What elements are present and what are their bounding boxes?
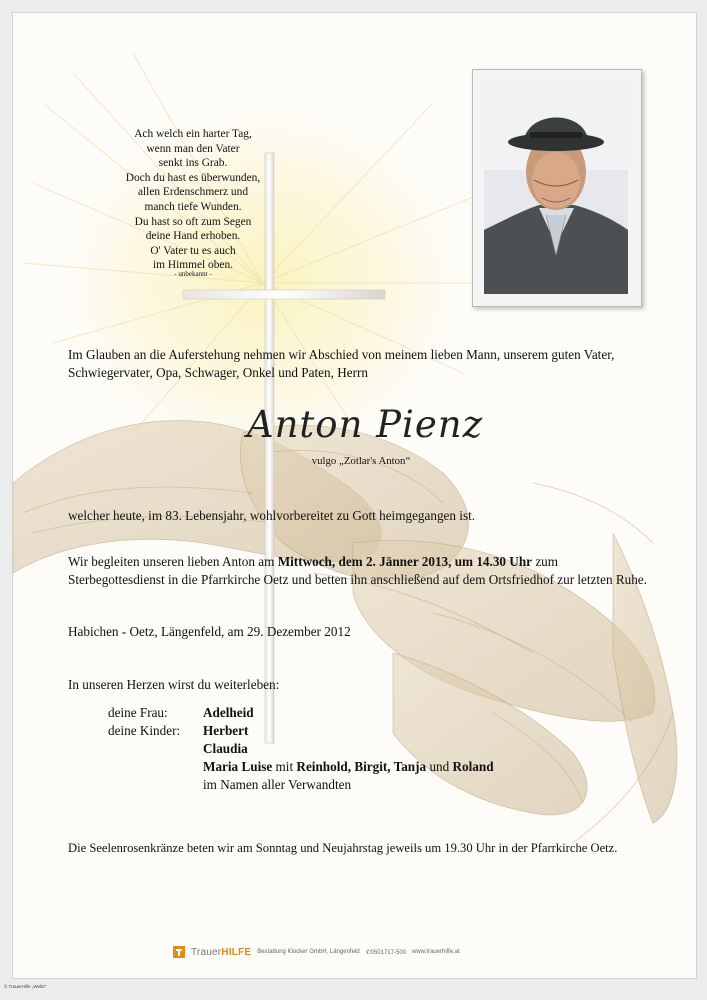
place-date: Habichen - Oetz, Längenfeld, am 29. Dezember 2012 <box>68 624 351 639</box>
portrait-photo <box>484 80 628 294</box>
company-phone: ✆0501717-500 <box>365 949 406 956</box>
company-name: Bestattung Klocker GmbH, Längenfeld <box>257 949 360 955</box>
child-with-family <box>203 759 494 775</box>
poem-line: deine Hand erhoben. <box>145 230 241 243</box>
trauerhilfe-logo <box>191 947 251 958</box>
poem-line: O' Vater tu es auch <box>150 244 236 257</box>
grandchildren-names: Reinhold, Birgit, Tanja <box>296 759 427 774</box>
intro-text: Im Glauben an die Auferstehung nehmen wir Abschied von meinem lieben Mann, unserem guten Vater, Schwiegervater, Opa, Schwager, Onkel und Paten, Herrn <box>68 347 615 381</box>
company-website[interactable]: www.trauerhilfe.at <box>412 949 460 955</box>
connector-text: mit <box>272 759 297 774</box>
death-notice: welcher heute, im 83. Lebensjahr, wohlvorbereitet zu Gott heimgegangen ist. <box>68 508 476 523</box>
footer <box>173 944 593 960</box>
poem-line: Ach welch ein harter Tag, <box>134 128 252 140</box>
poem-line: senkt ins Grab. <box>158 157 228 170</box>
connector-text: und <box>426 759 453 774</box>
relatives-line: im Namen aller Verwandten <box>203 777 352 792</box>
poem <box>118 127 268 273</box>
trauerhilfe-logo-icon <box>173 946 185 958</box>
child-name: Maria Luise <box>203 759 273 774</box>
logo-text-a: Trauer <box>191 946 222 958</box>
mourners-intro: In unseren Herzen wirst du weiterleben: <box>68 677 280 692</box>
grandchild-name: Roland <box>452 759 494 774</box>
ceremony-notice <box>68 553 658 589</box>
portrait-frame <box>472 69 642 307</box>
poem-line: Du hast so oft zum Segen <box>134 215 252 228</box>
poem-line: allen Erdenschmerz und <box>137 186 249 199</box>
poem-line: im Himmel oben. <box>152 259 234 272</box>
obituary-page <box>12 12 697 979</box>
deceased-nickname: vulgo „Zotlar's Anton“ <box>311 455 411 467</box>
copyright-note: © TrauerHilfe „Welt2“ <box>4 984 47 989</box>
poem-line: manch tiefe Wunden. <box>144 200 242 213</box>
poem-line: wenn man den Vater <box>146 142 240 155</box>
child-name: Herbert <box>203 723 249 738</box>
wife-name: Adelheid <box>203 705 254 720</box>
logo-text-b: HILFE <box>221 946 252 958</box>
ceremony-text: zum Sterbegottesdienst in die Pfarrkirche Oetz und betten ihn anschließend auf dem Ortsfriedhof zur letzten Ruhe. <box>68 554 647 588</box>
child-name: Claudia <box>203 741 248 756</box>
poem-author: - unbekannt - <box>174 270 212 278</box>
children-label: deine Kinder: <box>108 723 181 738</box>
deceased-name: Anton Pienz <box>246 403 484 446</box>
ceremony-text: Wir begleiten unseren lieben Anton am <box>68 554 278 569</box>
poem-line: Doch du hast es überwunden, <box>125 171 261 184</box>
wife-label: deine Frau: <box>108 705 168 720</box>
ceremony-date: Mittwoch, dem 2. Jänner 2013, um 14.30 Uhr <box>277 554 533 569</box>
rosary-notice: Die Seelenrosenkränze beten wir am Sonntag und Neujahrstag jeweils um 19.30 Uhr in der Pfarrkirche Oetz. <box>68 841 618 855</box>
